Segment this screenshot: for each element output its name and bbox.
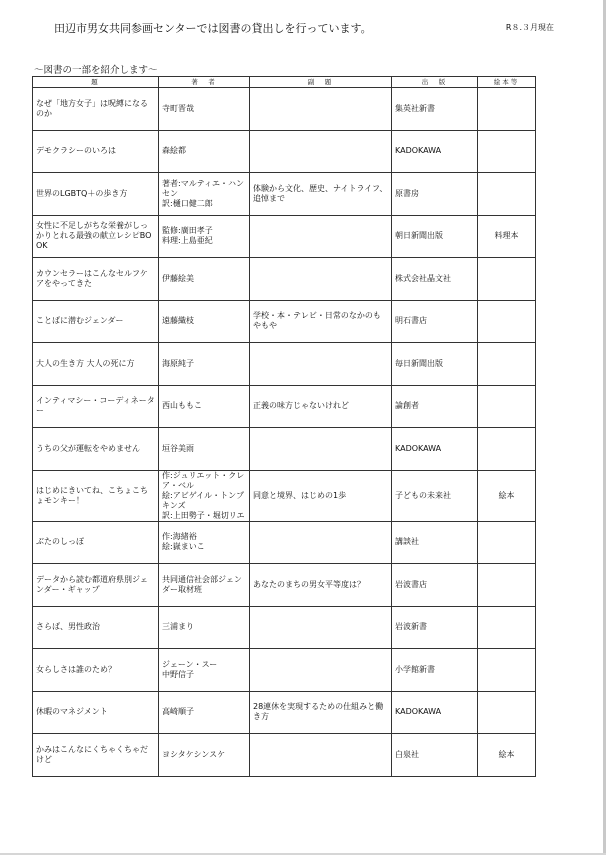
table-row: [33, 173, 536, 216]
column-header-title: 題: [33, 77, 159, 88]
document-date: R８.３月現在: [505, 23, 554, 32]
cell-publisher: 講談社: [392, 521, 478, 564]
cell-subtitle: [250, 649, 392, 692]
cell-genre: [478, 564, 536, 607]
cell-publisher: 子どもの未来社: [392, 470, 478, 521]
table-row: [33, 649, 536, 692]
cell-publisher: 論創者: [392, 385, 478, 428]
cell-author: 作:ジュリエット・クレア・ベル 絵:アビゲイル・トンプキンズ 訳:上田勢子・堀切リエ: [159, 470, 250, 521]
cell-genre: [478, 88, 536, 131]
book-table-body: [33, 88, 536, 777]
cell-genre: [478, 691, 536, 734]
cell-publisher: 明石書店: [392, 300, 478, 343]
cell-subtitle: [250, 606, 392, 649]
cell-publisher: KADOKAWA: [392, 691, 478, 734]
cell-publisher: 朝日新聞出版: [392, 215, 478, 258]
column-header-publisher: 出 版: [392, 77, 478, 88]
cell-title: データから読む都道府県別ジェンダー・ギャップ: [33, 564, 159, 607]
table-row: [33, 521, 536, 564]
cell-subtitle: 同意と境界、はじめの1歩: [250, 470, 392, 521]
cell-author: 監修:廣田孝子 料理:上島亜紀: [159, 215, 250, 258]
cell-genre: [478, 343, 536, 386]
table-row: [33, 428, 536, 471]
section-heading: ～図書の一部を紹介します～: [34, 65, 158, 76]
cell-subtitle: 学校・本・テレビ・日常のなかのもやもや: [250, 300, 392, 343]
cell-subtitle: 28連休を実現するための仕組みと働き方: [250, 691, 392, 734]
cell-title: 大人の生き方 大人の死に方: [33, 343, 159, 386]
cell-title: さらば、男性政治: [33, 606, 159, 649]
cell-author: 作:海緒裕 絵:嶽まいこ: [159, 521, 250, 564]
cell-publisher: 株式会社晶文社: [392, 258, 478, 301]
cell-title: カウンセラーはこんなセルフケアをやってきた: [33, 258, 159, 301]
cell-author: 西山ももこ: [159, 385, 250, 428]
table-row: [33, 88, 536, 131]
cell-subtitle: [250, 258, 392, 301]
cell-genre: [478, 130, 536, 173]
table-row: [33, 215, 536, 258]
table-row: [33, 734, 536, 777]
cell-subtitle: [250, 428, 392, 471]
column-header-subtitle: 副 題: [250, 77, 392, 88]
cell-subtitle: [250, 734, 392, 777]
cell-title: インティマシー・コーディネーター: [33, 385, 159, 428]
column-header-author: 著 者: [159, 77, 250, 88]
document-title: 田辺市男女共同参画センターでは図書の貸出しを行っています。: [54, 22, 372, 35]
table-row: [33, 606, 536, 649]
table-row: [33, 470, 536, 521]
cell-author: ジェーン・スー 中野信子: [159, 649, 250, 692]
cell-subtitle: [250, 343, 392, 386]
cell-publisher: 原書房: [392, 173, 478, 216]
cell-author: 寺町晋哉: [159, 88, 250, 131]
cell-genre: [478, 649, 536, 692]
cell-title: 女性に不足しがちな栄養がしっかりとれる最強の献立レシピBOOK: [33, 215, 159, 258]
table-row: [33, 564, 536, 607]
cell-subtitle: [250, 215, 392, 258]
cell-author: 森絵都: [159, 130, 250, 173]
cell-title: 女らしさは誰のため？: [33, 649, 159, 692]
cell-title: 世界のLGBTQ＋の歩き方: [33, 173, 159, 216]
cell-author: ヨシタケシンスケ: [159, 734, 250, 777]
table-row: [33, 258, 536, 301]
cell-publisher: 集英社新書: [392, 88, 478, 131]
cell-genre: 絵本: [478, 734, 536, 777]
cell-title: はじめにきいてね、こちょこちょモンキー！: [33, 470, 159, 521]
cell-subtitle: [250, 521, 392, 564]
cell-genre: [478, 428, 536, 471]
cell-genre: 絵本: [478, 470, 536, 521]
cell-publisher: KADOKAWA: [392, 130, 478, 173]
table-row: [33, 300, 536, 343]
cell-subtitle: [250, 88, 392, 131]
cell-author: 高崎順子: [159, 691, 250, 734]
cell-author: 著者:マルティエ・ハンセン 訳:樋口健二郎: [159, 173, 250, 216]
cell-author: 遠藤織枝: [159, 300, 250, 343]
cell-author: 海原純子: [159, 343, 250, 386]
column-header-genre: 絵本等: [478, 77, 536, 88]
cell-title: かみはこんなにくちゃくちゃだけど: [33, 734, 159, 777]
table-row: [33, 691, 536, 734]
table-header-row: [33, 77, 536, 88]
table-row: [33, 343, 536, 386]
cell-genre: [478, 606, 536, 649]
cell-subtitle: あなたのまちの男女平等度は？: [250, 564, 392, 607]
cell-title: 休暇のマネジメント: [33, 691, 159, 734]
cell-publisher: 岩波書店: [392, 564, 478, 607]
cell-publisher: 岩波新書: [392, 606, 478, 649]
cell-publisher: 毎日新聞出版: [392, 343, 478, 386]
cell-publisher: KADOKAWA: [392, 428, 478, 471]
cell-subtitle: [250, 130, 392, 173]
cell-author: 三浦まり: [159, 606, 250, 649]
cell-genre: [478, 300, 536, 343]
cell-genre: [478, 521, 536, 564]
cell-publisher: 白泉社: [392, 734, 478, 777]
cell-title: ことばに潜むジェンダー: [33, 300, 159, 343]
cell-genre: 料理本: [478, 215, 536, 258]
cell-title: うちの父が運転をやめません: [33, 428, 159, 471]
cell-title: ぶたのしっぽ: [33, 521, 159, 564]
cell-author: 垣谷美雨: [159, 428, 250, 471]
cell-author: 共同通信社会部ジェンダー取材班: [159, 564, 250, 607]
book-table: [32, 76, 536, 777]
cell-genre: [478, 258, 536, 301]
cell-title: デモクラシーのいろは: [33, 130, 159, 173]
cell-title: なぜ「地方女子」は呪縛になるのか: [33, 88, 159, 131]
cell-genre: [478, 385, 536, 428]
cell-author: 伊藤絵美: [159, 258, 250, 301]
cell-genre: [478, 173, 536, 216]
cell-subtitle: 体験から文化、歴史、ナイトライフ、追悼まで: [250, 173, 392, 216]
table-row: [33, 385, 536, 428]
table-row: [33, 130, 536, 173]
cell-subtitle: 正義の味方じゃないけれど: [250, 385, 392, 428]
cell-publisher: 小学館新書: [392, 649, 478, 692]
